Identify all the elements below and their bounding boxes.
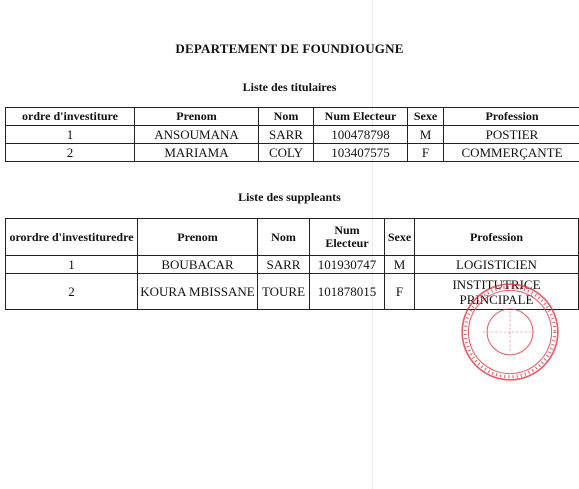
column-header: Num Electeur	[314, 108, 408, 126]
cell-order: 1	[6, 126, 135, 144]
cell-nom: TOURE	[258, 274, 310, 310]
cell-sexe: F	[408, 144, 444, 162]
column-header: Num Electeur	[310, 219, 385, 256]
titulaires-table	[5, 107, 579, 162]
column-header: ordre d'investiture	[6, 108, 135, 126]
cell-prenom: KOURA MBISSANE	[138, 274, 258, 310]
cell-nom: SARR	[258, 256, 310, 274]
column-header: Profession	[415, 219, 579, 256]
cell-order: 1	[6, 256, 138, 274]
suppleants-table	[5, 218, 579, 310]
cell-profession: INSTITUTRICE PRINCIPALE	[415, 274, 579, 310]
cell-order: 2	[6, 144, 135, 162]
cell-sexe: M	[385, 256, 415, 274]
column-header: orordre d'investituredre	[6, 219, 138, 256]
cell-profession: COMMERÇANTE	[444, 144, 579, 162]
cell-num-electeur: 101930747	[310, 256, 385, 274]
cell-sexe: M	[408, 126, 444, 144]
column-header: Sexe	[408, 108, 444, 126]
suppleants-heading: Liste des suppleants	[238, 190, 341, 204]
cell-profession: POSTIER	[444, 126, 579, 144]
column-header: Nom	[258, 219, 310, 256]
cell-sexe: F	[385, 274, 415, 310]
table-row	[6, 126, 579, 144]
cell-prenom: MARIAMA	[135, 144, 259, 162]
titulaires-heading: Liste des titulaires	[242, 80, 337, 94]
document-title: DEPARTEMENT DE FOUNDIOUGNE	[175, 41, 404, 56]
table-row	[6, 256, 579, 274]
column-header: Prenom	[135, 108, 259, 126]
cell-num-electeur: 100478798	[314, 126, 408, 144]
table-row	[6, 144, 579, 162]
column-header: Prenom	[138, 219, 258, 256]
cell-order: 2	[6, 274, 138, 310]
table-row	[6, 274, 579, 310]
cell-profession: LOGISTICIEN	[415, 256, 579, 274]
cell-nom: COLY	[259, 144, 314, 162]
cell-num-electeur: 101878015	[310, 274, 385, 310]
cell-num-electeur: 103407575	[314, 144, 408, 162]
cell-prenom: BOUBACAR	[138, 256, 258, 274]
cell-nom: SARR	[259, 126, 314, 144]
cell-prenom: ANSOUMANA	[135, 126, 259, 144]
column-header: Nom	[259, 108, 314, 126]
table-header-row	[6, 108, 579, 126]
table-header-row	[6, 219, 579, 256]
column-header: Profession	[444, 108, 579, 126]
column-header: Sexe	[385, 219, 415, 256]
